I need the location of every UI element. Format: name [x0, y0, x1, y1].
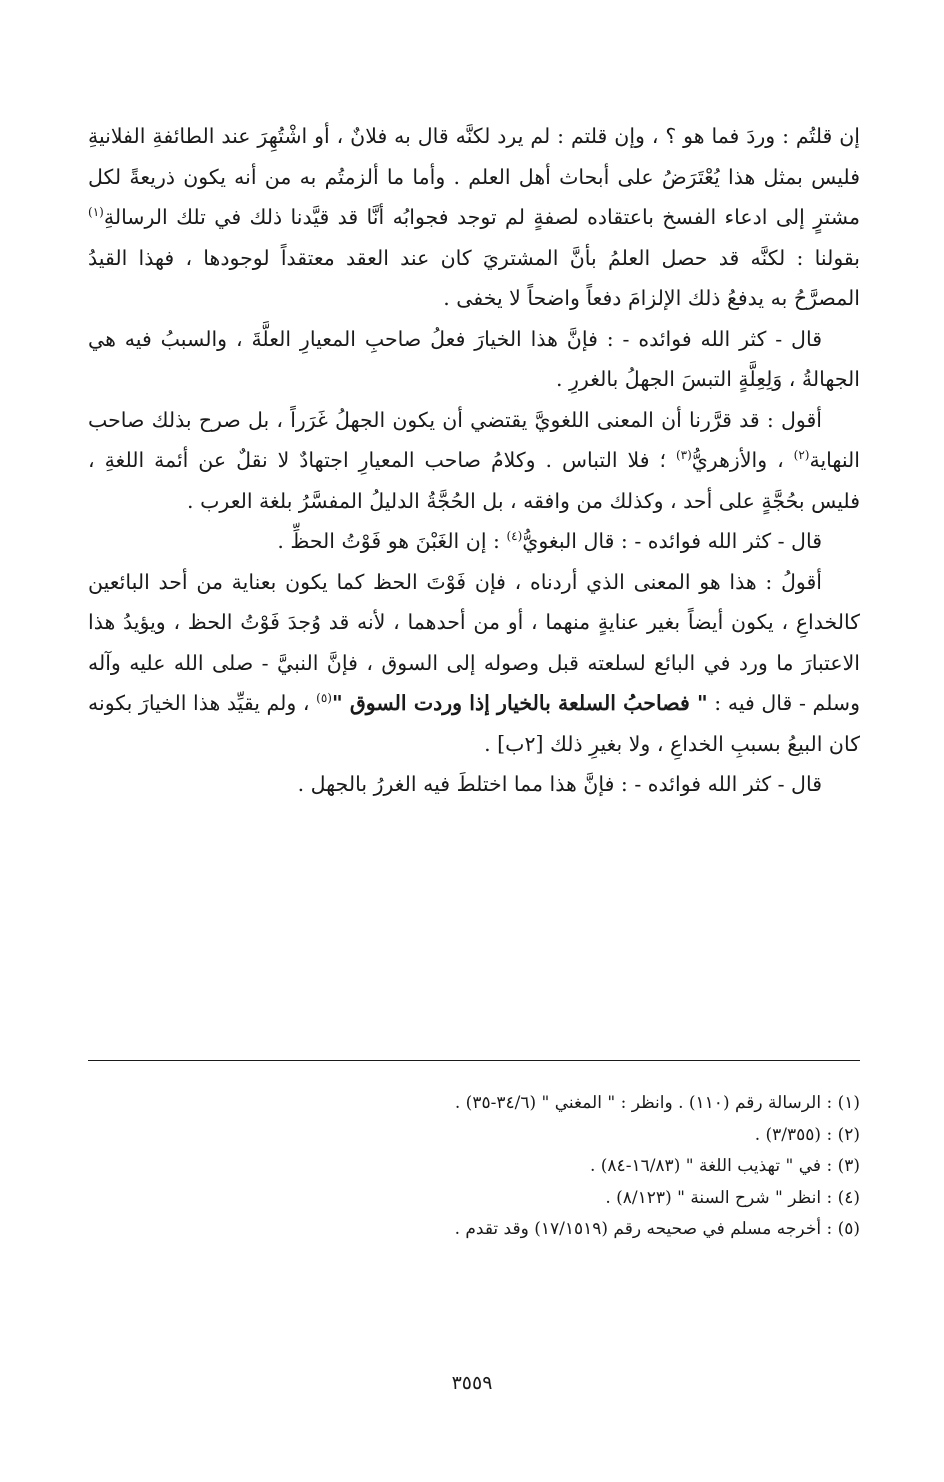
- footnotes: [88, 1088, 860, 1246]
- hadith-quote: " فصاحبُ السلعة بالخيار إذا وردت السوق ": [331, 691, 708, 715]
- paragraph-4-part-b: : إن الغَبْنَ هو فَوْتُ الحظِّ .: [277, 529, 507, 553]
- footnote-2: (٢) : (٣/٣٥٥) .: [754, 1124, 860, 1145]
- footnote-ref-1[interactable]: (١): [88, 205, 104, 220]
- footnote-5: (٥) : أخرجه مسلم في صحيحه رقم (١٧/١٥١٩) وقد تقدم .: [454, 1219, 860, 1239]
- footnote-ref-4[interactable]: (٤): [506, 529, 523, 544]
- paragraph-3: [88, 400, 860, 522]
- footnote-divider: [88, 1060, 860, 1061]
- footnote-ref-5[interactable]: (٥): [316, 691, 332, 706]
- footnote-ref-2[interactable]: (٢): [793, 448, 810, 463]
- footnote-4: (٤) : انظر " شرح السنة " (٨/١٢٣) .: [605, 1187, 860, 1208]
- paragraph-1: [88, 116, 860, 319]
- paragraph-5-part-a: أقولُ : هذا هو المعنى الذي أردناه ، فإن فَوْتَ الحظ كما يكون بعناية من أحد البائعين كالخداعِ ، يكون أيضاً بغير عنايةٍ منهما ، أو من أحدهما ، لأنه قد وُجدَ فَوْتُ الحظ ، ويؤيدُ هذا الاعتبارَ ما ورد في البائع لسلعته قبل وصوله إلى السوق ، فإنَّ النبيَّ - صلى الله عليه وآله وسلم - قال فيه :: [88, 569, 860, 715]
- paragraph-5-part-b: ، ولم يقيِّد هذا الخيارَ بكونه كان البيعُ بسببِ الخداعِ ، ولا بغيرِ ذلك [٢ب] .: [88, 691, 860, 756]
- paragraph-5: [88, 562, 860, 765]
- paragraph-2: قال - كثر الله فوائده - : فإنَّ هذا الخيارَ فعلُ صاحبِ المعيارِ العلَّةَ ، والسببُ فيه هي الجهالةُ ، وَلِعِلَّةٍ التبسَ الجهلُ بالغررِ .: [88, 326, 860, 391]
- paragraph-4-part-a: قال - كثر الله فوائده - : قال البغويُّ: [522, 529, 822, 553]
- paragraph-1-part-b: بقولنا : لكنَّه قد حصل العلمُ بأنَّ المشتريَ كان عند العقد معتقداً لوجودها ، فهذا القيدُ المصرَّحُ به يدفعُ ذلك الإلزامَ دفعاً واضحاً لا يخفى .: [88, 245, 860, 310]
- paragraph-3-part-a: أقول : قد قرَّرنا أن المعنى اللغويَّ يقتضي أن يكون الجهلُ غَرَراً ، بل صرح بذلك صاحب النهاية: [88, 407, 860, 472]
- footnote-1: (١) : الرسالة رقم (١١٠) . وانظر : " المغني " (٣٤/٦-٣٥) .: [454, 1093, 860, 1113]
- paragraph-1-part-a: إن قلتُم : وردَ فما هو ؟ ، وإن قلتم : لم يرد لكنَّه قال به فلانٌ ، أو اشْتُهِرَ عند الطائفةِ الفلانيةِ فليس بمثل هذا يُعْتَرَضُ على أبحاث أهل العلم . وأما ما ألزمتُم به من أنه يكون ذريعةً لكل مشترٍ إلى ادعاء الفسخ باعتقاده لصفةٍ لم توجد فجوابُه أنَّا قد قيَّدنا ذلك في تلك الرسالةِ: [88, 124, 860, 229]
- main-text: [88, 116, 860, 805]
- page-number: ٣٥٥٩: [451, 1372, 493, 1394]
- paragraph-4: [88, 521, 860, 562]
- footnote-ref-3[interactable]: (٣): [675, 448, 692, 463]
- paragraph-3-part-b: ، والأزهريُّ: [691, 448, 794, 472]
- footnote-3: (٣) : في " تهذيب اللغة " (١٦/٨٣-٨٤) .: [589, 1156, 860, 1176]
- paragraph-6: قال - كثر الله فوائده - : فإنَّ هذا مما اختلطَ فيه الغررُ بالجهل .: [297, 772, 822, 796]
- paragraph-3-part-c: ؛ فلا التباس . وكلامُ صاحب المعيارِ اجتهادٌ لا نقلٌ عن أئمة اللغةِ ، فليس بحُجَّةٍ على أحد ، وكذلك من وافقه ، بل الحُجَّةُ الدليلُ المفسَّرُ بلغة العرب .: [88, 448, 860, 513]
